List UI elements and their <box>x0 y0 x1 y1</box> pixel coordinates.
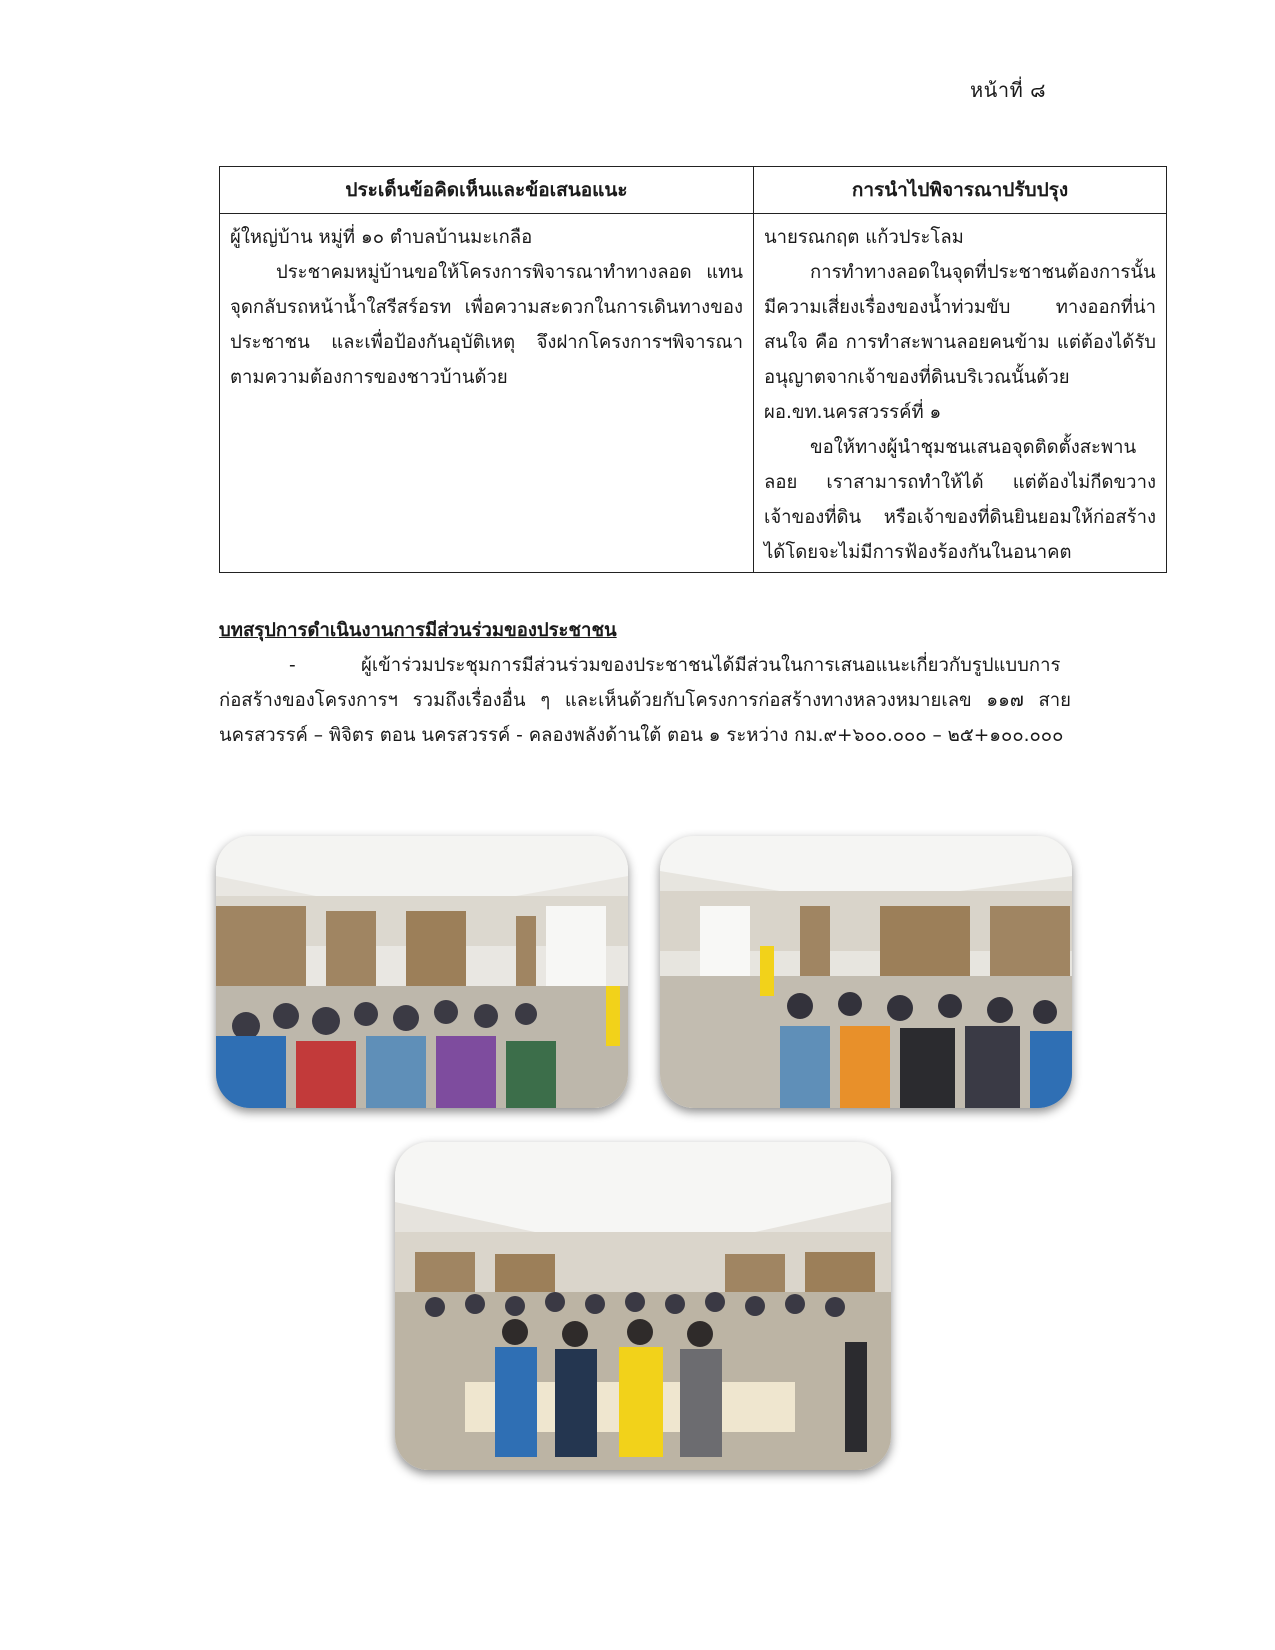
responder-name-1: นายรณกฤต แก้วประโลม <box>764 227 964 248</box>
header-considerations: การนำไปพิจารณาปรับปรุง <box>754 167 1167 214</box>
table-header-row <box>220 167 1167 214</box>
meeting-photo-1 <box>216 836 628 1108</box>
group-photo <box>395 1142 891 1470</box>
summary-heading: บทสรุปการดำเนินงานการมีส่วนร่วมของประชาชน <box>219 620 617 641</box>
comment-text: ประชาคมหมู่บ้านขอให้โครงการพิจารณาทำทางลอด แทนจุดกลับรถหน้าน้ำใสรีสร์อรท เพื่อความสะดวกในการเดินทางของประชาชน และเพื่อป้องกันอุบัติเหตุ จึงฝากโครงการฯพิจารณาตามความต้องการของชาวบ้านด้วย <box>230 262 743 388</box>
commenter-name: ผู้ใหญ่บ้าน หมู่ที่ ๑๐ ตำบลบ้านมะเกลือ <box>230 227 533 248</box>
summary-section <box>219 613 1071 753</box>
responder-name-2: ผอ.ขท.นครสวรรค์ที่ ๑ <box>764 402 942 423</box>
comment-cell <box>220 214 754 573</box>
summary-text: ผู้เข้าร่วมประชุมการมีส่วนร่วมของประชาชนได้มีส่วนในการเสนอแนะเกี่ยวกับรูปแบบการก่อสร้างของโครงการฯ รวมถึงเรื่องอื่น ๆ และเห็นด้วยกับโครงการก่อสร้างทางหลวงหมายเลข ๑๑๗ สาย นครสวรรค์ – พิจิตร ตอน นครสวรรค์ - คลองพลังด้านใต้ ตอน ๑ ระหว่าง กม.๙+๖๐๐.๐๐๐ – ๒๕+๑๐๐.๐๐๐ <box>219 655 1071 746</box>
table-row <box>220 214 1167 573</box>
summary-paragraph <box>219 648 1071 753</box>
meeting-photo-2 <box>660 836 1072 1108</box>
bullet-dash: - <box>289 655 296 676</box>
comments-table <box>219 166 1167 573</box>
response-text-2: ขอให้ทางผู้นำชุมชนเสนอจุดติดตั้งสะพานลอย เราสามารถทำให้ได้ แต่ต้องไม่กีดขวางเจ้าของที่ดิน หรือเจ้าของที่ดินยินยอมให้ก่อสร้างได้โดยจะไม่มีการฟ้องร้องกันในอนาคต <box>764 437 1156 563</box>
header-comments: ประเด็นข้อคิดเห็นและข้อเสนอแนะ <box>220 167 754 214</box>
response-text-1: การทำทางลอดในจุดที่ประชาชนต้องการนั้น มีความเสี่ยงเรื่องของน้ำท่วมขับ ทางออกที่น่าสนใจ คือ การทำสะพานลอยคนข้าม แต่ต้องได้รับอนุญาตจากเจ้าของที่ดินบริเวณนั้นด้วย <box>764 262 1156 388</box>
page-number: หน้าที่ ๘ <box>970 78 1047 102</box>
response-cell <box>754 214 1167 573</box>
